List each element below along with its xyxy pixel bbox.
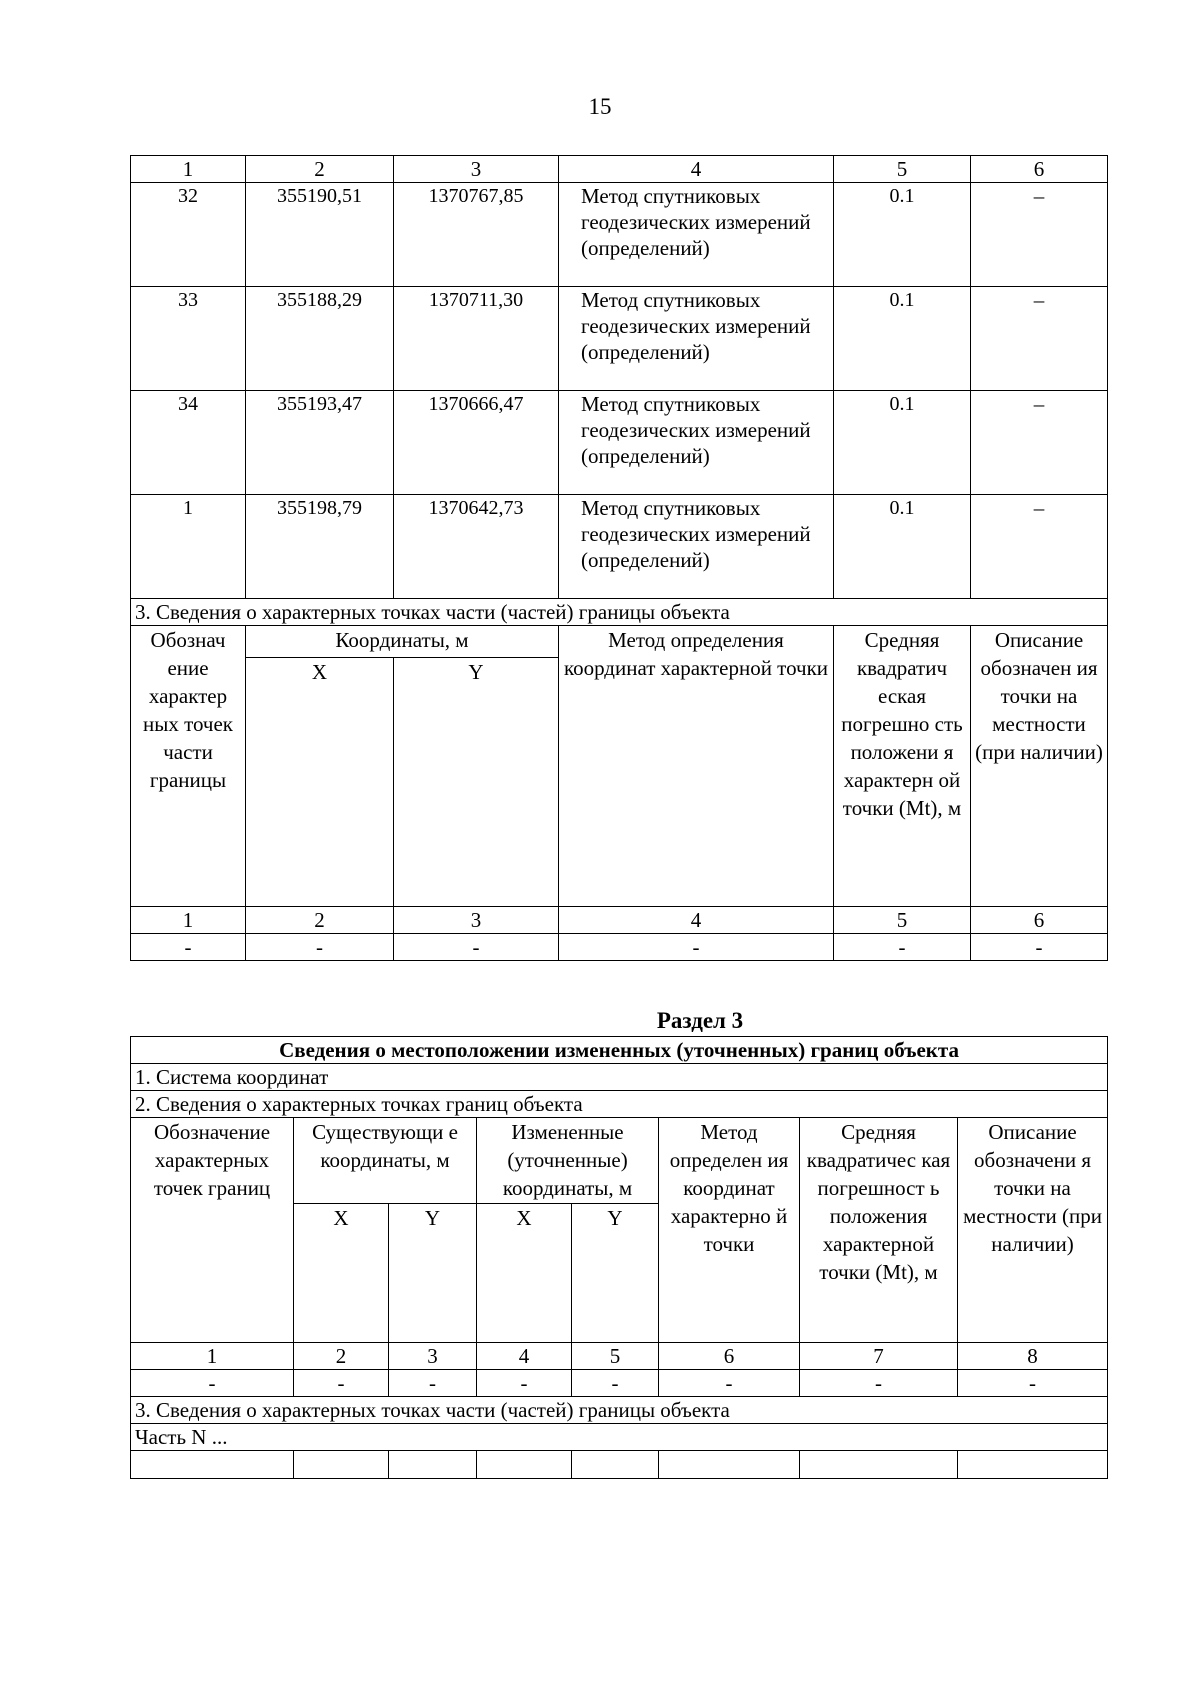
coord-system-label: 1. Система координат (131, 1064, 1108, 1091)
part-section-label: 3. Сведения о характерных точках части (частей) границы объекта (131, 599, 1108, 626)
section3-subtitle: Сведения о местоположении измененных (уточненных) границ объекта (131, 1037, 1108, 1064)
dash-cell: - (477, 1370, 572, 1397)
header-x-existing: X (294, 1204, 389, 1343)
header-changed-coords: Измененные (уточненные) координаты, м (477, 1118, 659, 1204)
dash-cell: - (131, 1370, 294, 1397)
col-num: 1 (131, 907, 246, 934)
mt-cell: 0.1 (834, 391, 971, 495)
col-num: 5 (834, 907, 971, 934)
method-cell: Метод спутниковых геодезических измерений (определений) (559, 495, 834, 599)
col-num: 1 (131, 156, 246, 183)
header-existing-coords: Существующи е координаты, м (294, 1118, 477, 1204)
header-y-existing: Y (389, 1204, 477, 1343)
mt-cell: 0.1 (834, 287, 971, 391)
col-num: 6 (659, 1343, 800, 1370)
desc-cell: – (971, 287, 1108, 391)
mt-cell: 0.1 (834, 183, 971, 287)
dash-row (131, 1370, 1108, 1397)
section-title: Раздел 3 (656, 1008, 744, 1033)
dash-row (131, 934, 1108, 961)
empty-row (131, 1451, 1108, 1479)
part-n-label: Часть N ... (131, 1424, 1108, 1451)
dash-cell: - (246, 934, 394, 961)
header-mt: Средняя квадратич еская погрешно сть положени я характерн ой точки (Mt), м (834, 626, 971, 907)
dash-cell: - (294, 1370, 389, 1397)
mt-cell: 0.1 (834, 495, 971, 599)
empty-cell (131, 1451, 294, 1479)
desc-cell: – (971, 183, 1108, 287)
empty-cell (958, 1451, 1108, 1479)
empty-cell (659, 1451, 800, 1479)
dash-cell: - (389, 1370, 477, 1397)
dash-cell: - (131, 934, 246, 961)
point-number: 34 (131, 391, 246, 495)
points-label: 2. Сведения о характерных точках границ объекта (131, 1091, 1108, 1118)
header-designation: Обознач ение характер ных точек части границы (131, 626, 246, 907)
x-coordinate: 355198,79 (246, 495, 394, 599)
header-method: Метод определения координат характерной точки (559, 626, 834, 907)
dash-cell: - (971, 934, 1108, 961)
col-num: 6 (971, 907, 1108, 934)
coord-system-row (131, 1064, 1108, 1091)
header-description: Описание обозначени я точки на местности (при наличии) (958, 1118, 1108, 1343)
page-number: 15 (588, 94, 612, 119)
col-num: 4 (477, 1343, 572, 1370)
col-num: 4 (559, 156, 834, 183)
x-coordinate: 355190,51 (246, 183, 394, 287)
y-coordinate: 1370711,30 (394, 287, 559, 391)
col-num: 3 (394, 907, 559, 934)
point-number: 1 (131, 495, 246, 599)
points-label-row (131, 1091, 1108, 1118)
desc-cell: – (971, 391, 1108, 495)
part-n-row (131, 1424, 1108, 1451)
col-num: 4 (559, 907, 834, 934)
section-label-row (131, 599, 1108, 626)
dash-cell: - (958, 1370, 1108, 1397)
col-num: 1 (131, 1343, 294, 1370)
col-num: 8 (958, 1343, 1108, 1370)
header-x-changed: X (477, 1204, 572, 1343)
header-y: Y (394, 658, 559, 907)
header-x: X (246, 658, 394, 907)
table-row (131, 391, 1108, 495)
point-number: 32 (131, 183, 246, 287)
column-number-row (131, 1343, 1108, 1370)
col-num: 2 (246, 156, 394, 183)
y-coordinate: 1370642,73 (394, 495, 559, 599)
header-designation: Обозначение характерных точек границ (131, 1118, 294, 1343)
y-coordinate: 1370767,85 (394, 183, 559, 287)
header-mt: Средняя квадратичес кая погрешност ь положения характерной точки (Mt), м (800, 1118, 958, 1343)
x-coordinate: 355193,47 (246, 391, 394, 495)
method-cell: Метод спутниковых геодезических измерений (определений) (559, 287, 834, 391)
section3-table (130, 1036, 1108, 1479)
header-row (131, 626, 1108, 658)
table-row (131, 495, 1108, 599)
title-row (131, 1037, 1108, 1064)
col-num: 3 (389, 1343, 477, 1370)
empty-cell (294, 1451, 389, 1479)
y-coordinate: 1370666,47 (394, 391, 559, 495)
dash-cell: - (834, 934, 971, 961)
col-num: 3 (394, 156, 559, 183)
dash-cell: - (394, 934, 559, 961)
header-row (131, 1118, 1108, 1204)
dash-cell: - (800, 1370, 958, 1397)
part-section-label: 3. Сведения о характерных точках части (частей) границы объекта (131, 1397, 1108, 1424)
method-cell: Метод спутниковых геодезических измерений (определений) (559, 183, 834, 287)
col-num: 5 (572, 1343, 659, 1370)
coordinates-table (130, 155, 1108, 961)
col-num: 2 (246, 907, 394, 934)
header-coordinates: Координаты, м (246, 626, 559, 658)
col-num: 2 (294, 1343, 389, 1370)
desc-cell: – (971, 495, 1108, 599)
table-row (131, 183, 1108, 287)
empty-cell (572, 1451, 659, 1479)
header-description: Описание обозначен ия точки на местности (при наличии) (971, 626, 1108, 907)
dash-cell: - (572, 1370, 659, 1397)
col-num: 5 (834, 156, 971, 183)
empty-cell (389, 1451, 477, 1479)
empty-cell (800, 1451, 958, 1479)
header-y-changed: Y (572, 1204, 659, 1343)
dash-cell: - (659, 1370, 800, 1397)
x-coordinate: 355188,29 (246, 287, 394, 391)
column-number-row (131, 156, 1108, 183)
dash-cell: - (559, 934, 834, 961)
table-row (131, 287, 1108, 391)
col-num: 6 (971, 156, 1108, 183)
point-number: 33 (131, 287, 246, 391)
empty-cell (477, 1451, 572, 1479)
column-number-row (131, 907, 1108, 934)
col-num: 7 (800, 1343, 958, 1370)
method-cell: Метод спутниковых геодезических измерений (определений) (559, 391, 834, 495)
header-method: Метод определен ия координат характерно й точки (659, 1118, 800, 1343)
part-label-row (131, 1397, 1108, 1424)
